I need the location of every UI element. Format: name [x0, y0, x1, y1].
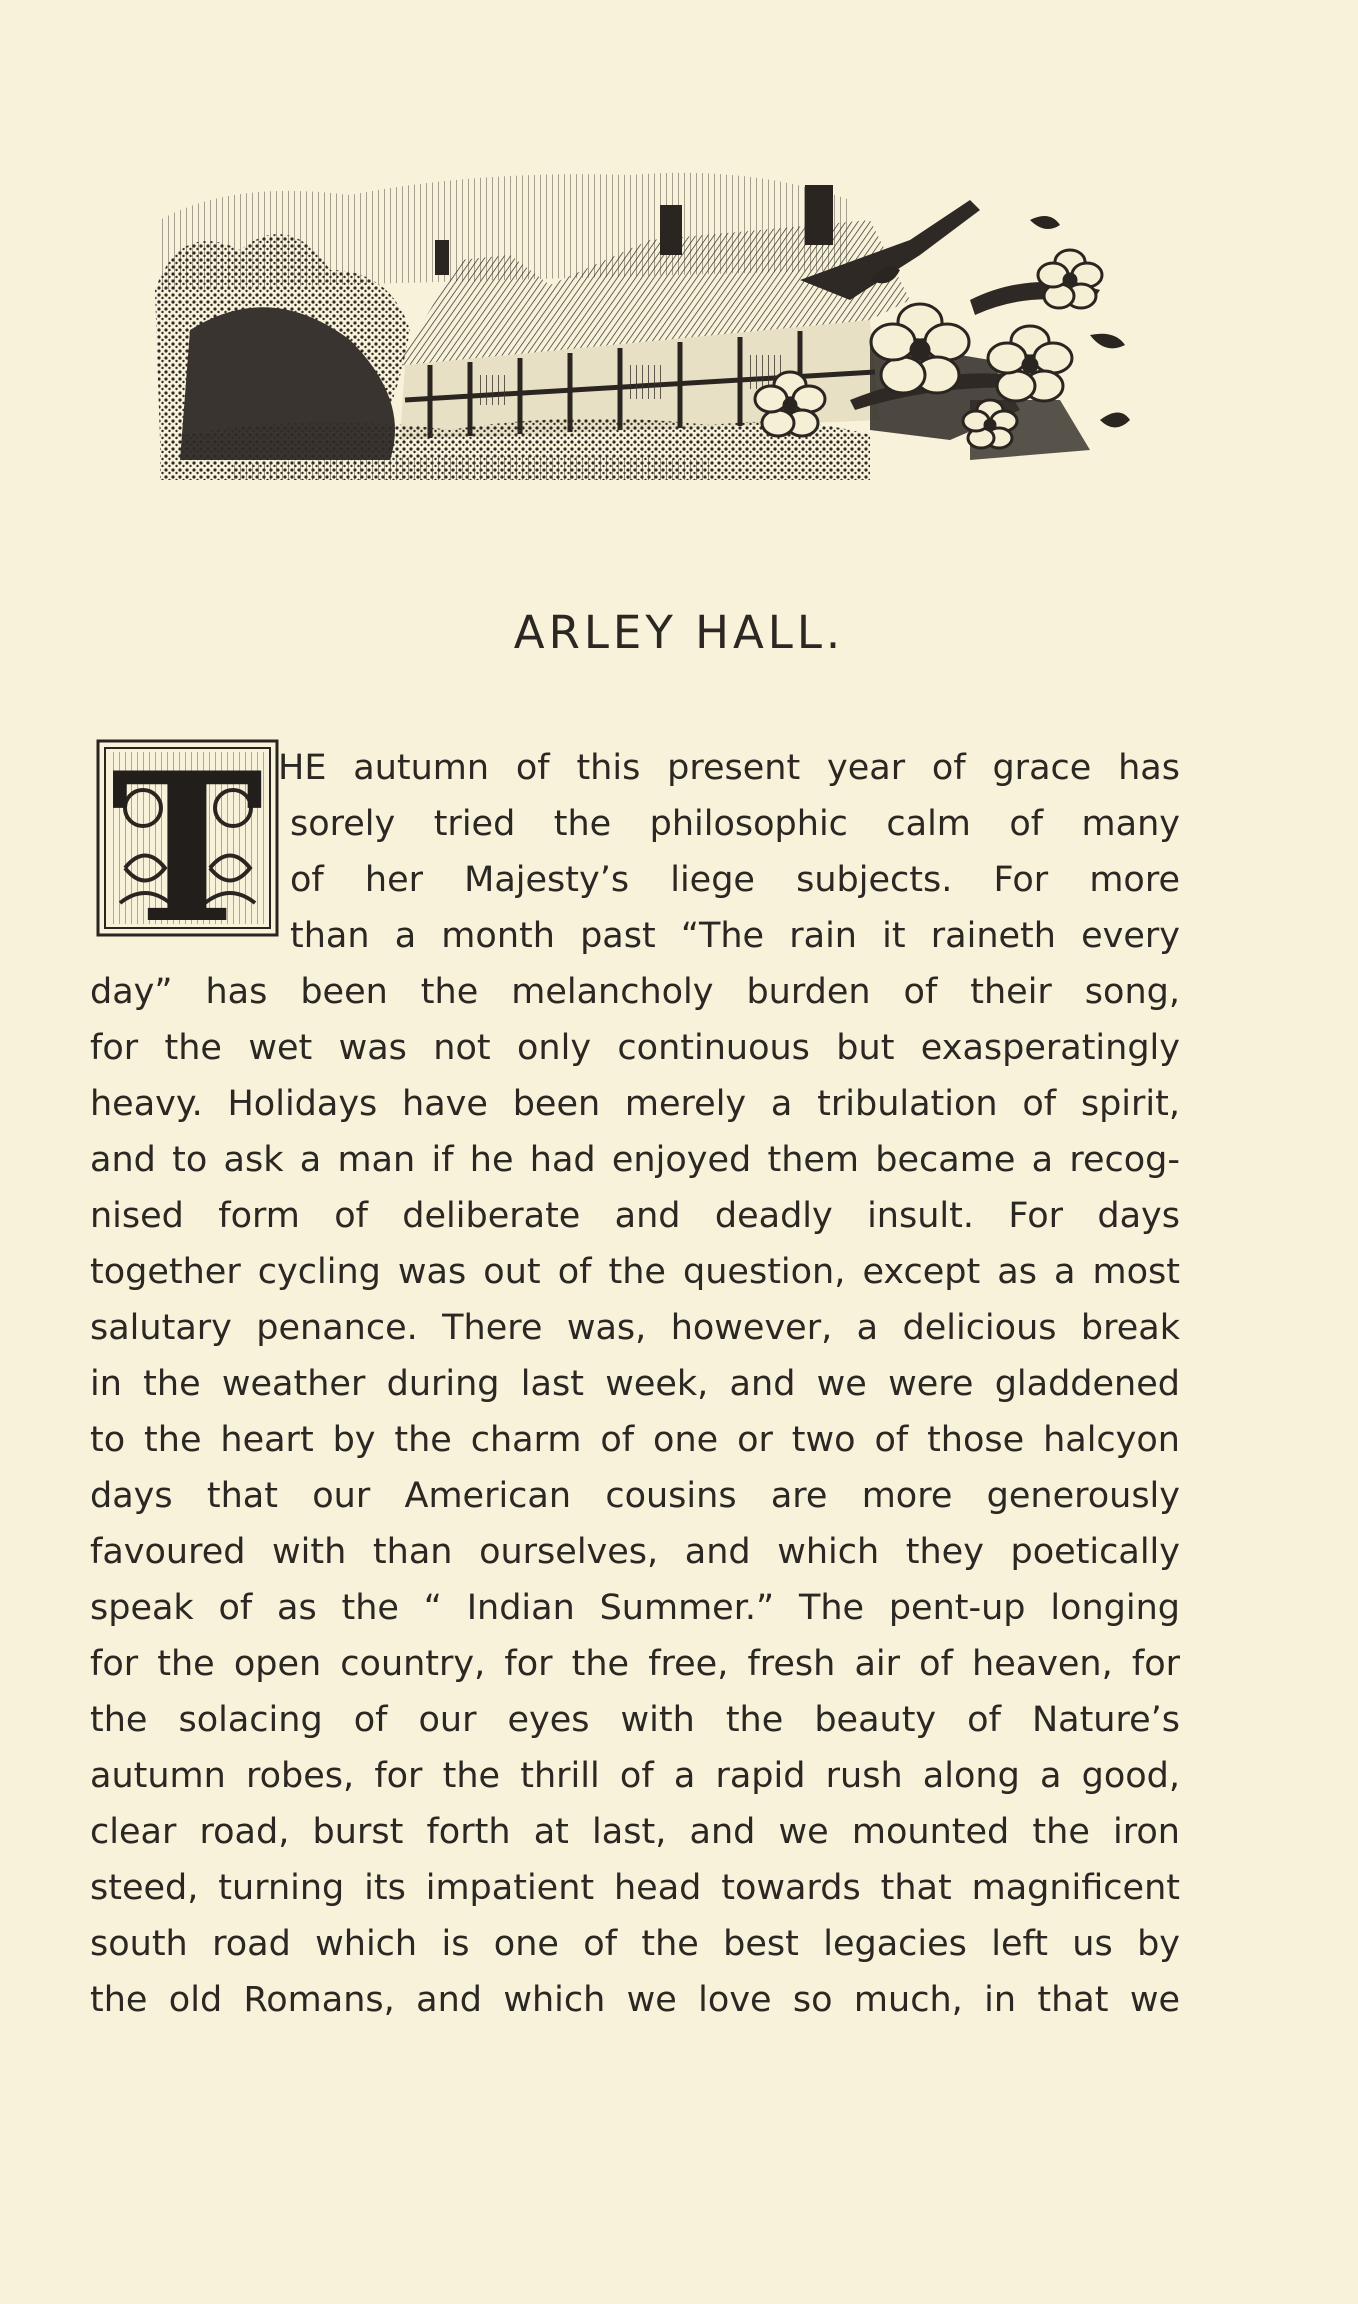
text-line: HE autumn of this present year of grace has — [278, 748, 1180, 788]
chapter-title: ARLEY HALL. — [513, 606, 845, 659]
text-line: to the heart by the charm of one or two of those halcyon — [90, 1420, 1180, 1460]
text-line: clear road, burst forth at last, and we mounted the iron — [90, 1812, 1180, 1852]
text-line: and to ask a man if he had enjoyed them became a recog- — [90, 1140, 1180, 1180]
drop-cap-letter — [95, 738, 280, 938]
text-line: nised form of deliberate and deadly insult. For days — [90, 1196, 1180, 1236]
text-line: than a month past “The rain it raineth every — [290, 916, 1180, 956]
text-line: the old Romans, and which we love so much, in that we — [90, 1980, 1180, 2020]
text-line: steed, turning its impatient head towards that magnificent — [90, 1868, 1180, 1908]
drop-cap-glyph: T — [110, 738, 264, 938]
text-line: sorely tried the philosophic calm of many — [290, 804, 1180, 844]
text-line: autumn robes, for the thrill of a rapid rush along a good, — [90, 1756, 1180, 1796]
text-line: of her Majesty’s liege subjects. For more — [290, 860, 1180, 900]
text-line: together cycling was out of the question, except as a most — [90, 1252, 1180, 1292]
text-line: speak of as the “ Indian Summer.” The pent-up longing — [90, 1588, 1180, 1628]
text-line: heavy. Holidays have been merely a tribulation of spirit, — [90, 1084, 1180, 1124]
text-line: the solacing of our eyes with the beauty of Nature’s — [90, 1700, 1180, 1740]
text-line: for the wet was not only continuous but exasperatingly — [90, 1028, 1180, 1068]
text-line: south road which is one of the best legacies left us by — [90, 1924, 1180, 1964]
text-line: day” has been the melancholy burden of their song, — [90, 972, 1180, 1012]
text-line: in the weather during last week, and we were gladdened — [90, 1364, 1180, 1404]
text-line: salutary penance. There was, however, a delicious break — [90, 1308, 1180, 1348]
text-line: for the open country, for the free, fresh air of heaven, for — [90, 1644, 1180, 1684]
text-line: favoured with than ourselves, and which they poetically — [90, 1532, 1180, 1572]
cottage-illustration — [150, 160, 1130, 490]
text-line: days that our American cousins are more generously — [90, 1476, 1180, 1516]
